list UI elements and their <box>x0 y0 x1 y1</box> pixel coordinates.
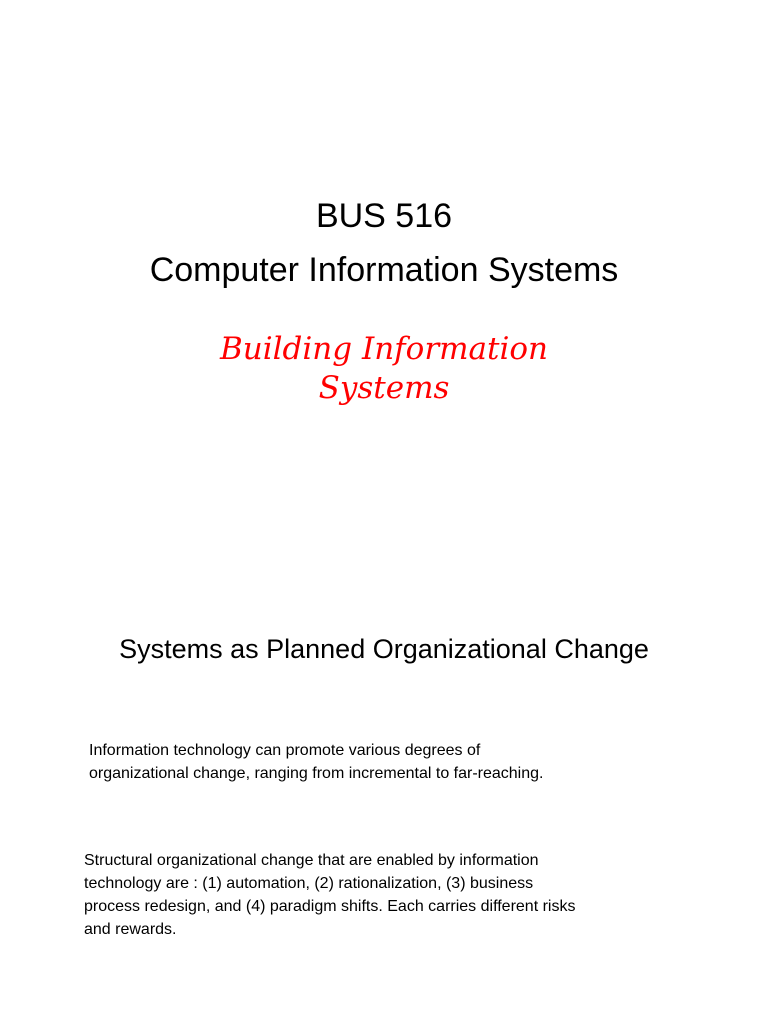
paragraph-line: Information technology can promote various degrees of <box>89 742 481 759</box>
subtitle-line: Building Information <box>219 331 549 367</box>
paragraph-structural-change <box>84 849 684 941</box>
paragraph-line: organizational change, ranging from incremental to far-reaching. <box>89 765 544 782</box>
slide-subtitle <box>134 330 634 408</box>
course-code: BUS 516 <box>315 197 453 235</box>
paragraph-line: process redesign, and (4) paradigm shifts. Each carries different risks <box>84 898 576 915</box>
course-name: Computer Information Systems <box>149 251 619 289</box>
content-slide <box>0 512 768 1024</box>
paragraph-line: technology are : (1) automation, (2) rationalization, (3) business <box>84 875 534 892</box>
slide-title: Systems as Planned Organizational Change <box>119 634 649 664</box>
paragraph-line: Structural organizational change that are enabled by information <box>84 852 539 869</box>
subtitle-line: Systems <box>318 370 450 406</box>
paragraph-line: and rewards. <box>84 921 177 938</box>
paragraph-it-change <box>89 739 689 785</box>
